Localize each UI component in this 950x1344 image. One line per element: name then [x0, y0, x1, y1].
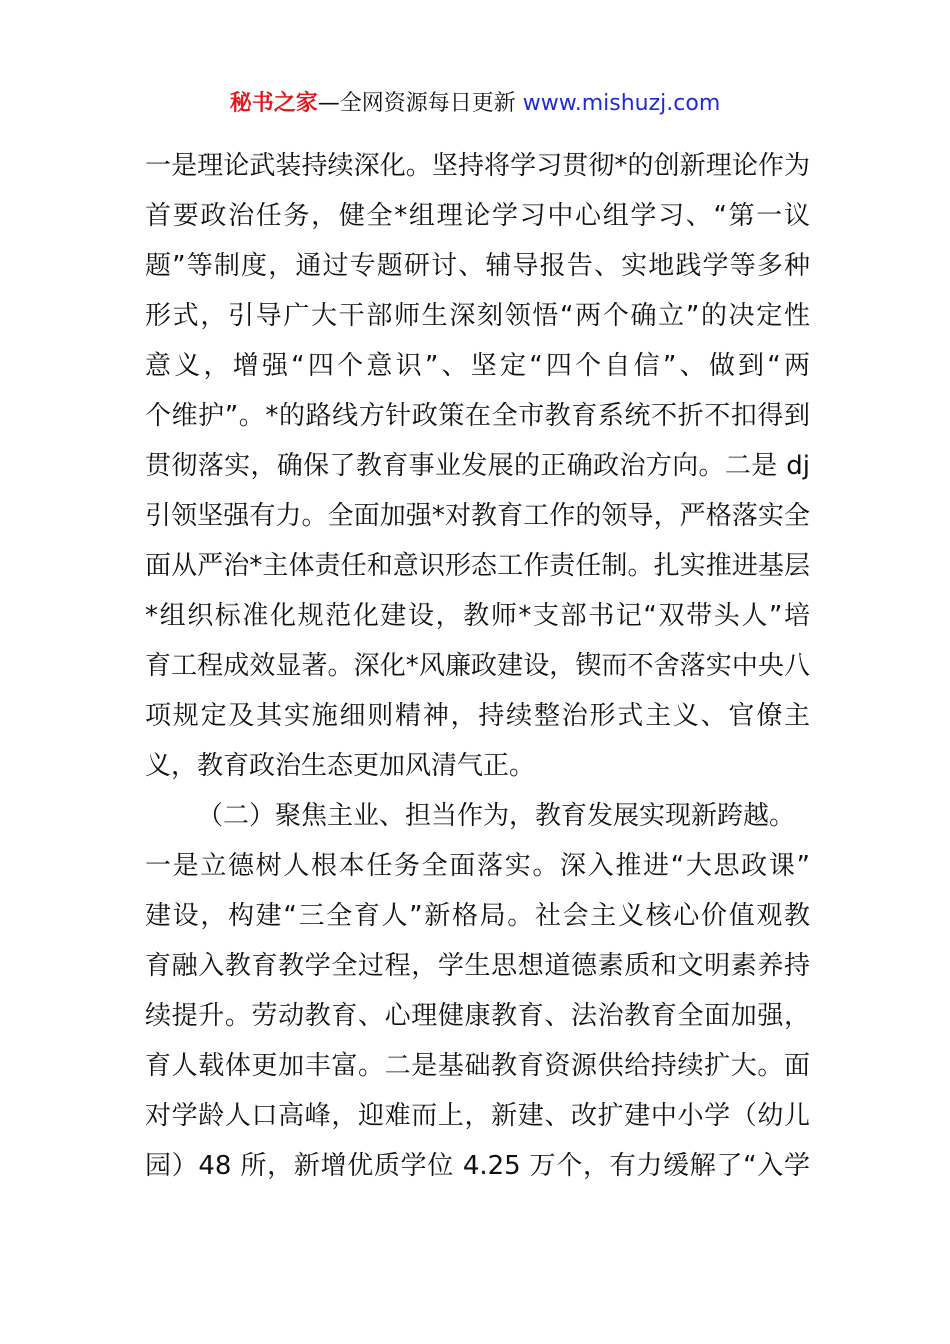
body-line: 义，教育政治生态更加风清气正。 — [145, 751, 536, 781]
body-line: 建设，构建“三全育人”新格局。社会主义核心价值观教 — [145, 901, 810, 931]
site-url-link[interactable]: www.mishuzj.com — [522, 91, 721, 116]
body-line: 对学龄人口高峰，迎难而上，新建、改扩建中小学（幼儿 — [145, 1101, 810, 1131]
body-line: *组织标准化规范化建设，教师*支部书记“双带头人”培 — [145, 601, 810, 631]
body-line: 引领坚强有力。全面加强*对教育工作的领导，严格落实全 — [145, 501, 810, 531]
body-line: 形式，引导广大干部师生深刻领悟“两个确立”的决定性 — [145, 301, 810, 331]
body-line: 个维护”。*的路线方针政策在全市教育系统不折不扣得到 — [145, 401, 810, 431]
site-header — [0, 88, 950, 120]
body-line: 贯彻落实，确保了教育事业发展的正确政治方向。二是 dj — [145, 451, 810, 481]
body-line: 育融入教育教学全过程，学生思想道德素质和文明素养持 — [145, 951, 810, 981]
body-line: 一是立德树人根本任务全面落实。深入推进“大思政课” — [145, 851, 810, 881]
body-line: 续提升。劳动教育、心理健康教育、法治教育全面加强， — [145, 1001, 810, 1031]
body-line: 项规定及其实施细则精神，持续整治形式主义、官僚主 — [145, 701, 810, 731]
site-tagline: —全网资源每日更新 — [317, 91, 523, 116]
body-line: 园）48 所，新增优质学位 4.25 万个，有力缓解了“入学 — [145, 1151, 810, 1181]
body-line: 一是理论武装持续深化。坚持将学习贯彻*的创新理论作为 — [145, 151, 810, 181]
body-line: 面从严治*主体责任和意识形态工作责任制。扎实推进基层 — [145, 551, 810, 581]
section-heading: （二）聚焦主业、担当作为，教育发展实现新跨越。 — [197, 801, 796, 831]
document-body — [145, 141, 810, 1191]
body-line: 育人载体更加丰富。二是基础教育资源供给持续扩大。面 — [145, 1051, 810, 1081]
body-line: 育工程成效显著。深化*风廉政建设，锲而不舍落实中央八 — [145, 651, 810, 681]
site-brand: 秘书之家 — [229, 91, 318, 116]
body-line: 首要政治任务，健全*组理论学习中心组学习、“第一议 — [145, 201, 810, 231]
body-line: 意义，增强“四个意识”、坚定“四个自信”、做到“两 — [145, 351, 810, 381]
body-line: 题”等制度，通过专题研讨、辅导报告、实地践学等多种 — [145, 251, 810, 281]
